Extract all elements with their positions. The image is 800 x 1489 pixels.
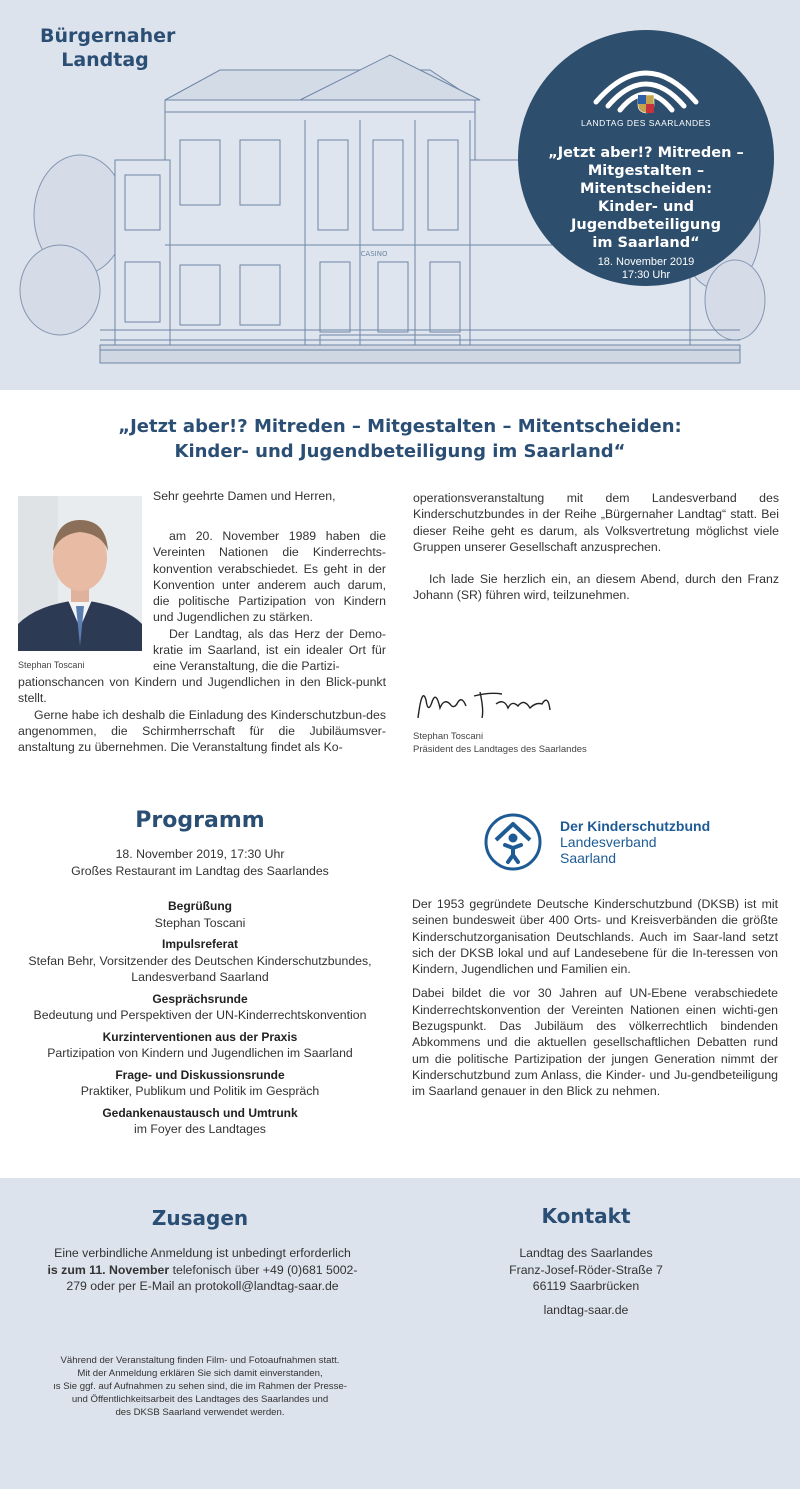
- letter-column-2: [413, 490, 779, 604]
- event-title: [528, 144, 764, 198]
- letter-paragraph-2b: pationschancen von Kindern und Jugendlichen in den Blick-punkt stellt.: [18, 675, 386, 706]
- letter-salutation: [153, 488, 386, 504]
- note-line-2: Mit der Anmeldung erklären Sie sich damit einverstanden,: [77, 1368, 323, 1379]
- page-headline: [0, 414, 800, 464]
- zusagen-line-3: 279 oder per E-Mail an protokoll@landtag-saar.de: [66, 1279, 339, 1293]
- program-item-text: Stephan Toscani: [154, 915, 246, 930]
- headline-line-2: Kinder- und Jugendbeteiligung im Saarland“: [174, 441, 626, 462]
- program-item: [0, 1105, 400, 1138]
- salutation: Sehr geehrte Damen und Herren,: [153, 489, 336, 503]
- zusagen-line-2: [20, 1262, 385, 1279]
- zusagen-line-1: Eine verbindliche Anmeldung ist unbedingt erforderlich: [54, 1246, 351, 1260]
- letter-paragraph-5: Ich lade Sie herzlich ein, an diesem Abend, durch den Franz Johann (SR) führen wird, teilzunehmen.: [413, 572, 779, 603]
- program-item-text: Partizipation von Kindern und Jugendlichen im Saarland: [47, 1046, 353, 1060]
- program-item: [0, 1067, 400, 1100]
- program-item-text: Bedeutung und Perspektiven der UN-Kinderrechtskonvention: [33, 1008, 367, 1022]
- brand-line-1: Bürgernaher: [40, 25, 176, 47]
- program-item-text: im Foyer des Landtages: [134, 1122, 266, 1136]
- kontakt-line-1: Landtag des Saarlandes: [519, 1246, 653, 1260]
- event-subtitle-line-1: Kinder- und Jugendbeteiligung: [571, 199, 721, 233]
- event-title-line-2: Mitgestalten – Mitentscheiden:: [579, 163, 713, 197]
- program-item: [0, 898, 400, 931]
- dksb-paragraph-1: Der 1953 gegründete Deutsche Kinderschutzbund (DKSB) ist mit seinen bundesweit über 400 Orts- und Kreisverbänden die größte Kinderschutzorganisation Deutschlands. Auch im Saar-land setzt sich der DKSB lokal und auf Landesebene für die In-teressen von Kindern, Jugendlichen und Familien ein.: [412, 897, 778, 977]
- event-datetime: [518, 256, 774, 282]
- photo-caption: Stephan Toscani: [18, 660, 85, 670]
- event-date: 18. November 2019: [597, 256, 695, 268]
- signer-role: Präsident des Landtages des Saarlandes: [413, 744, 587, 755]
- kontakt-address: [486, 1245, 686, 1318]
- kontakt-title: Kontakt: [541, 1204, 631, 1228]
- program-item-heading: Begrüßung: [168, 899, 232, 913]
- logo-line-2: Landesverband: [560, 834, 657, 850]
- program-item-heading: Kurzinterventionen aus der Praxis: [102, 1029, 298, 1044]
- program-item-heading: Gedankenaustausch und Umtrunk: [102, 1105, 298, 1120]
- casino-label: CASINO: [360, 250, 388, 258]
- signer-name: Stephan Toscani: [413, 731, 484, 742]
- program-item-heading: Impulsreferat: [161, 937, 239, 951]
- portrait-illustration: [18, 496, 142, 651]
- zusagen-title: Zusagen: [151, 1206, 249, 1230]
- note-line-4: und Öffentlichkeitsarbeit des Landtages des Saarlandes und: [71, 1394, 329, 1405]
- zusagen-deadline: is zum 11. November: [47, 1262, 170, 1277]
- letter-paragraph-4: operationsveranstaltung mit dem Landesverband des Kinderschutzbundes in der Reihe „Bürgernaher Landtag“ statt. Bei dieser Reihe geht es darum, als Volksvertretung möglichst viele Gruppen unserer Gesellschaft anzusprechen.: [413, 491, 779, 554]
- kontakt-line-2: Franz-Josef-Röder-Straße 7: [509, 1262, 663, 1277]
- brand-line-2: Landtag: [61, 49, 149, 71]
- program-list: [0, 898, 400, 1143]
- coat-of-arms-icon: [637, 94, 655, 114]
- event-subtitle: [528, 198, 764, 252]
- dksb-description: [412, 896, 778, 1108]
- logo-line-1: Der Kinderschutzbund: [560, 818, 711, 834]
- event-circle: [518, 30, 774, 286]
- program-item-heading: Gesprächsrunde: [152, 991, 248, 1006]
- program-title: Programm: [135, 808, 265, 833]
- program-item-heading: Frage- und Diskussionsrunde: [115, 1067, 285, 1082]
- program-info: [0, 846, 400, 879]
- kontakt-line-3: 66119 Saarbrücken: [532, 1279, 640, 1293]
- signature-graphic: [410, 680, 560, 726]
- event-time: 17:30 Uhr: [621, 269, 671, 281]
- note-line-1: Vährend der Veranstaltung finden Film- und Fotoaufnahmen statt.: [60, 1355, 340, 1366]
- headline-line-1: „Jetzt aber!? Mitreden – Mitgestalten – Mitentscheiden:: [118, 416, 682, 437]
- kinderschutzbund-logo-text: [560, 818, 710, 866]
- program-item: [0, 1029, 400, 1062]
- letter-column-1-top: [153, 528, 386, 675]
- program-venue: Großes Restaurant im Landtag des Saarlandes: [71, 863, 329, 878]
- logo-line-3: Saarland: [560, 850, 617, 866]
- program-item-text: Praktiker, Publikum und Politik im Gespräch: [80, 1084, 320, 1098]
- program-item: [0, 936, 400, 986]
- letter-paragraph-1: am 20. November 1989 haben die Vereinten Nationen die Kinderrechts-konvention verabschiedet. Es geht in der Konvention unter anderem auch darum, die politische Partizipation von Kindern und Jugendlichen zu stärken.: [153, 529, 386, 625]
- brand-title: [40, 24, 176, 72]
- program-item-text: Stefan Behr, Vorsitzender des Deutschen Kinderschutzbundes, Landesverband Saarland: [28, 953, 372, 984]
- program-item: [0, 991, 400, 1024]
- zusagen-phone: telefonisch über +49 (0)681 5002-: [169, 1262, 358, 1277]
- letter-column-1-bottom: [18, 674, 386, 755]
- note-line-5: des DKSB Saarland verwendet werden.: [115, 1407, 285, 1418]
- org-name: LANDTAG DES SAARLANDES: [581, 118, 711, 128]
- zusagen-text: [20, 1245, 385, 1295]
- kontakt-website-link[interactable]: landtag-saar.de: [543, 1302, 629, 1317]
- letter-paragraph-2a: Der Landtag, als das Herz der Demo-kratie im Saarland, ist ein idealer Ort für eine Veranstaltung, die die Partizi-: [153, 626, 386, 674]
- program-date: 18. November 2019, 17:30 Uhr: [115, 847, 285, 861]
- letter-paragraph-3: Gerne habe ich deshalb die Einladung des Kinderschutzbun-des angenommen, die Schirmherrschaft für die Jubiläumsver-anstaltung zu übernehmen. Die Veranstaltung findet als Ko-: [18, 707, 386, 755]
- event-subtitle-line-2: im Saarland“: [592, 235, 700, 251]
- note-line-3: ıs Sie ggf. auf Aufnahmen zu sehen sind, die im Rahmen der Presse-: [53, 1381, 347, 1392]
- event-title-line-1: „Jetzt aber!? Mitreden –: [548, 145, 744, 161]
- dksb-paragraph-2: Dabei bildet die vor 30 Jahren auf UN-Ebene verabschiedete Kinderrechtskonvention der Vereinten Nationen einen wichti-gen Bezugspunkt. Das Jubiläum des völkerrechtlich bindenden Abkommens und die aktuellen gesellschaftlichen Debatten rund um die politische Partizipation der jungen Generation nimmt der Kinderschutzbund zum Anlass, die Kinder- und Ju-gendbeteiligung im Saarland genauer in den Blick zu nehmen.: [412, 986, 778, 1099]
- privacy-note: [20, 1354, 380, 1419]
- kinderschutzbund-logo-icon: [483, 812, 543, 872]
- portrait-photo: [18, 496, 142, 651]
